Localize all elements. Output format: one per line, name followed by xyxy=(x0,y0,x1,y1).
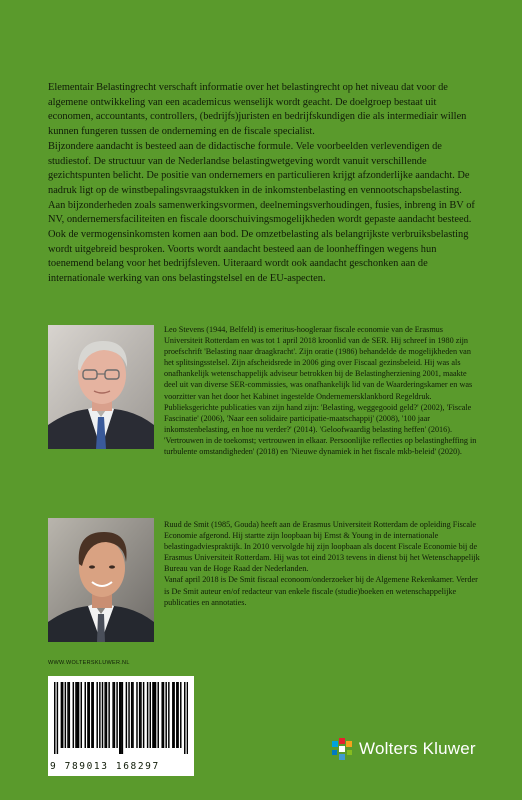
barcode-bar xyxy=(89,682,90,748)
barcode-bar xyxy=(177,682,178,748)
barcode-bar xyxy=(165,682,166,748)
barcode-bar xyxy=(104,682,105,748)
author-bio-ruud-de-smit xyxy=(164,519,482,608)
barcode-bar xyxy=(132,682,133,748)
barcode-bar xyxy=(108,682,109,748)
barcode-bar xyxy=(67,682,68,748)
barcode-bar xyxy=(126,682,127,748)
barcode-bar xyxy=(96,682,97,748)
isbn-barcode xyxy=(48,676,194,776)
barcode-bar xyxy=(87,682,88,748)
blurb-paragraph: Aan bijzonderheden zoals samenwerkingsvormen, deelnemingsverhoudingen, fusies, inbreng in BV of NV, ondernemersfaciliteiten en fiscale doorschuivingsmogelijkheden wordt gepaste aandacht besteed. Ook de vermogensinkomsten komen aan bod. De omzetbelasting als belangrijkste verbruiksbelasting wordt uitgebreid besproken. Voorts wordt aandacht besteed aan de loonheffingen wegens hun toenemend belang voor het bedrijfsleven. Uiteraard wordt ook aandacht geschonken aan de internationale werking van ons belastingstelsel en de EU-aspecten. xyxy=(48,199,475,285)
barcode-bar xyxy=(140,682,141,748)
barcode-bar xyxy=(73,682,74,748)
barcode-bar xyxy=(173,682,174,748)
barcode-bar xyxy=(131,682,132,748)
barcode-bar xyxy=(57,682,58,754)
barcode-bar xyxy=(139,682,140,748)
author-portrait-icon xyxy=(48,325,154,449)
barcode-bar xyxy=(75,682,76,748)
barcode-bar xyxy=(85,682,86,748)
barcode-bar xyxy=(102,682,103,748)
barcode-bar xyxy=(62,682,63,748)
barcode-bar xyxy=(150,682,151,748)
author-bio-paragraph: Publieksgerichte publicaties van zijn hand zijn: 'Belasting, weggegooid geld?' (2002), 'Fiscale Fascinatie' (2006), 'Naar een solidaire participatie-maatschappij' (2008), '100 jaar inkomstenbelasting, en hoe nu verder?' (2014). 'Geloofwaardig belasting heffen' (2016). 'Vertrouwen in de toekomst; vertrouwen in elkaar. Persoonlijke reflecties op belastingheffing in turbulente omstandigheden' (2018) en 'Nieuwe dynamiek in het fiscale mkb-beleid' (2020). xyxy=(164,402,477,457)
barcode-bars xyxy=(54,682,188,754)
publisher-logo xyxy=(330,737,476,761)
publisher-name: Wolters Kluwer xyxy=(359,739,476,758)
barcode-bar xyxy=(136,682,137,748)
back-cover-blurb xyxy=(48,81,484,287)
barcode-bar xyxy=(176,682,177,748)
barcode-bar xyxy=(172,682,173,748)
barcode-bar xyxy=(152,682,153,748)
barcode-bar xyxy=(91,682,92,748)
barcode-bar xyxy=(161,682,162,748)
author-photo-leo-stevens xyxy=(48,325,154,449)
author-bio-leo-stevens xyxy=(164,324,482,457)
author-portrait-icon xyxy=(48,518,154,642)
barcode-bar xyxy=(147,682,148,748)
barcode-bar xyxy=(65,682,66,748)
barcode-bar xyxy=(154,682,155,748)
barcode-bar xyxy=(143,682,144,748)
barcode-bar xyxy=(69,682,70,748)
barcode-bar xyxy=(61,682,62,748)
barcode-bar xyxy=(92,682,93,748)
barcode-bar xyxy=(187,682,188,754)
barcode-bar xyxy=(77,682,78,748)
blurb-paragraph: Elementair Belastingrecht verschaft informatie over het belastingrecht op het niveau dat voor de algemene ontwikkeling van een academicus wenselijk wordt geacht. De doelgroep bestaat uit economen, accountants, controllers, (bedrijfs)juristen en bedrijfskundigen die als intermediair willen kunnen fungeren tussen de onderneming en de fiscale specialist. xyxy=(48,82,467,138)
wolters-kluwer-logo-icon xyxy=(330,737,354,761)
barcode-bar xyxy=(122,682,123,754)
isbn-digits: 9 789013 168297 xyxy=(50,761,160,772)
barcode-bar xyxy=(54,682,55,754)
author-bio-paragraph: Leo Stevens (1944, Belfeld) is emeritus-hoogleraar fiscale economie van de Erasmus Universiteit Rotterdam en was tot 1 april 2018 kroonlid van de SER. Hij schreef in 1980 zijn proefschrift 'Belasting naar draagkracht'. Zijn oratie (1986) behandelde de mogelijkheden van het splitsingsstelsel. Zijn afscheidsrede in 2006 ging over Fiscaal gezinsbeleid. Hij was als onafhankelijk wetenschappelijk adviseur betrokken bij de Belastingherziening 2001, maakte deel uit van diverse SER-commissies, was onafhankelijk lid van de Waarderingskamer en was voorzitter van het door het Kabinet ingestelde Ondernemersklankbord Regeldruk. xyxy=(164,325,473,401)
author-bio-paragraph: Vanaf april 2018 is De Smit fiscaal econoom/onderzoeker bij de Algemene Rekenkamer. Verder is De Smit auteur en/of redacteur van enkele fiscale (studie)boeken en wetenschappelijke publicaties en annotaties. xyxy=(164,575,478,607)
barcode-bar xyxy=(106,682,107,748)
barcode-bar xyxy=(112,682,113,748)
barcode-bar xyxy=(81,682,82,748)
barcode-bar xyxy=(120,682,121,754)
barcode-bar xyxy=(163,682,164,748)
barcode-bar xyxy=(157,682,158,748)
barcode-bar xyxy=(180,682,181,748)
barcode-bar xyxy=(168,682,169,748)
barcode-bar xyxy=(128,682,129,748)
barcode-bar xyxy=(119,682,120,754)
blurb-paragraph: Bijzondere aandacht is besteed aan de didactische formule. Vele voorbeelden verlevendigen de studiestof. De structuur van de Nederlandse belastingwetgeving wordt vanuit verschillende gezichtspunten belicht. De positie van ondernemers en particulieren krijgt afzonderlijke aandacht. De nadruk ligt op de winstbepalingsvraagstukken in de inkomstenbelasting en vennootschapsbelasting. xyxy=(48,140,470,196)
publisher-url[interactable]: WWW.WOLTERSKLUWER.NL xyxy=(48,660,130,666)
barcode-bar xyxy=(114,682,115,748)
barcode-bar xyxy=(116,682,117,748)
barcode-bar xyxy=(78,682,79,748)
barcode-bar xyxy=(184,682,185,754)
barcode-bar xyxy=(155,682,156,748)
author-bio-paragraph: Ruud de Smit (1985, Gouda) heeft aan de Erasmus Universiteit Rotterdam de opleiding Fiscale Economie afgerond. Hij startte zijn loopbaan bij Ernst & Young in de internationale belastingadviespraktijk. In 2010 vervolgde hij zijn loopbaan als docent Fiscale Economie bij de Erasmus Universiteit Rotterdam. Hij was tot eind 2013 tevens in dienst bij het Wetenschappelijk Bureau van de Hoge Raad der Nederlanden. xyxy=(164,520,480,574)
barcode-bar xyxy=(99,682,100,748)
author-photo-ruud-de-smit xyxy=(48,518,154,642)
